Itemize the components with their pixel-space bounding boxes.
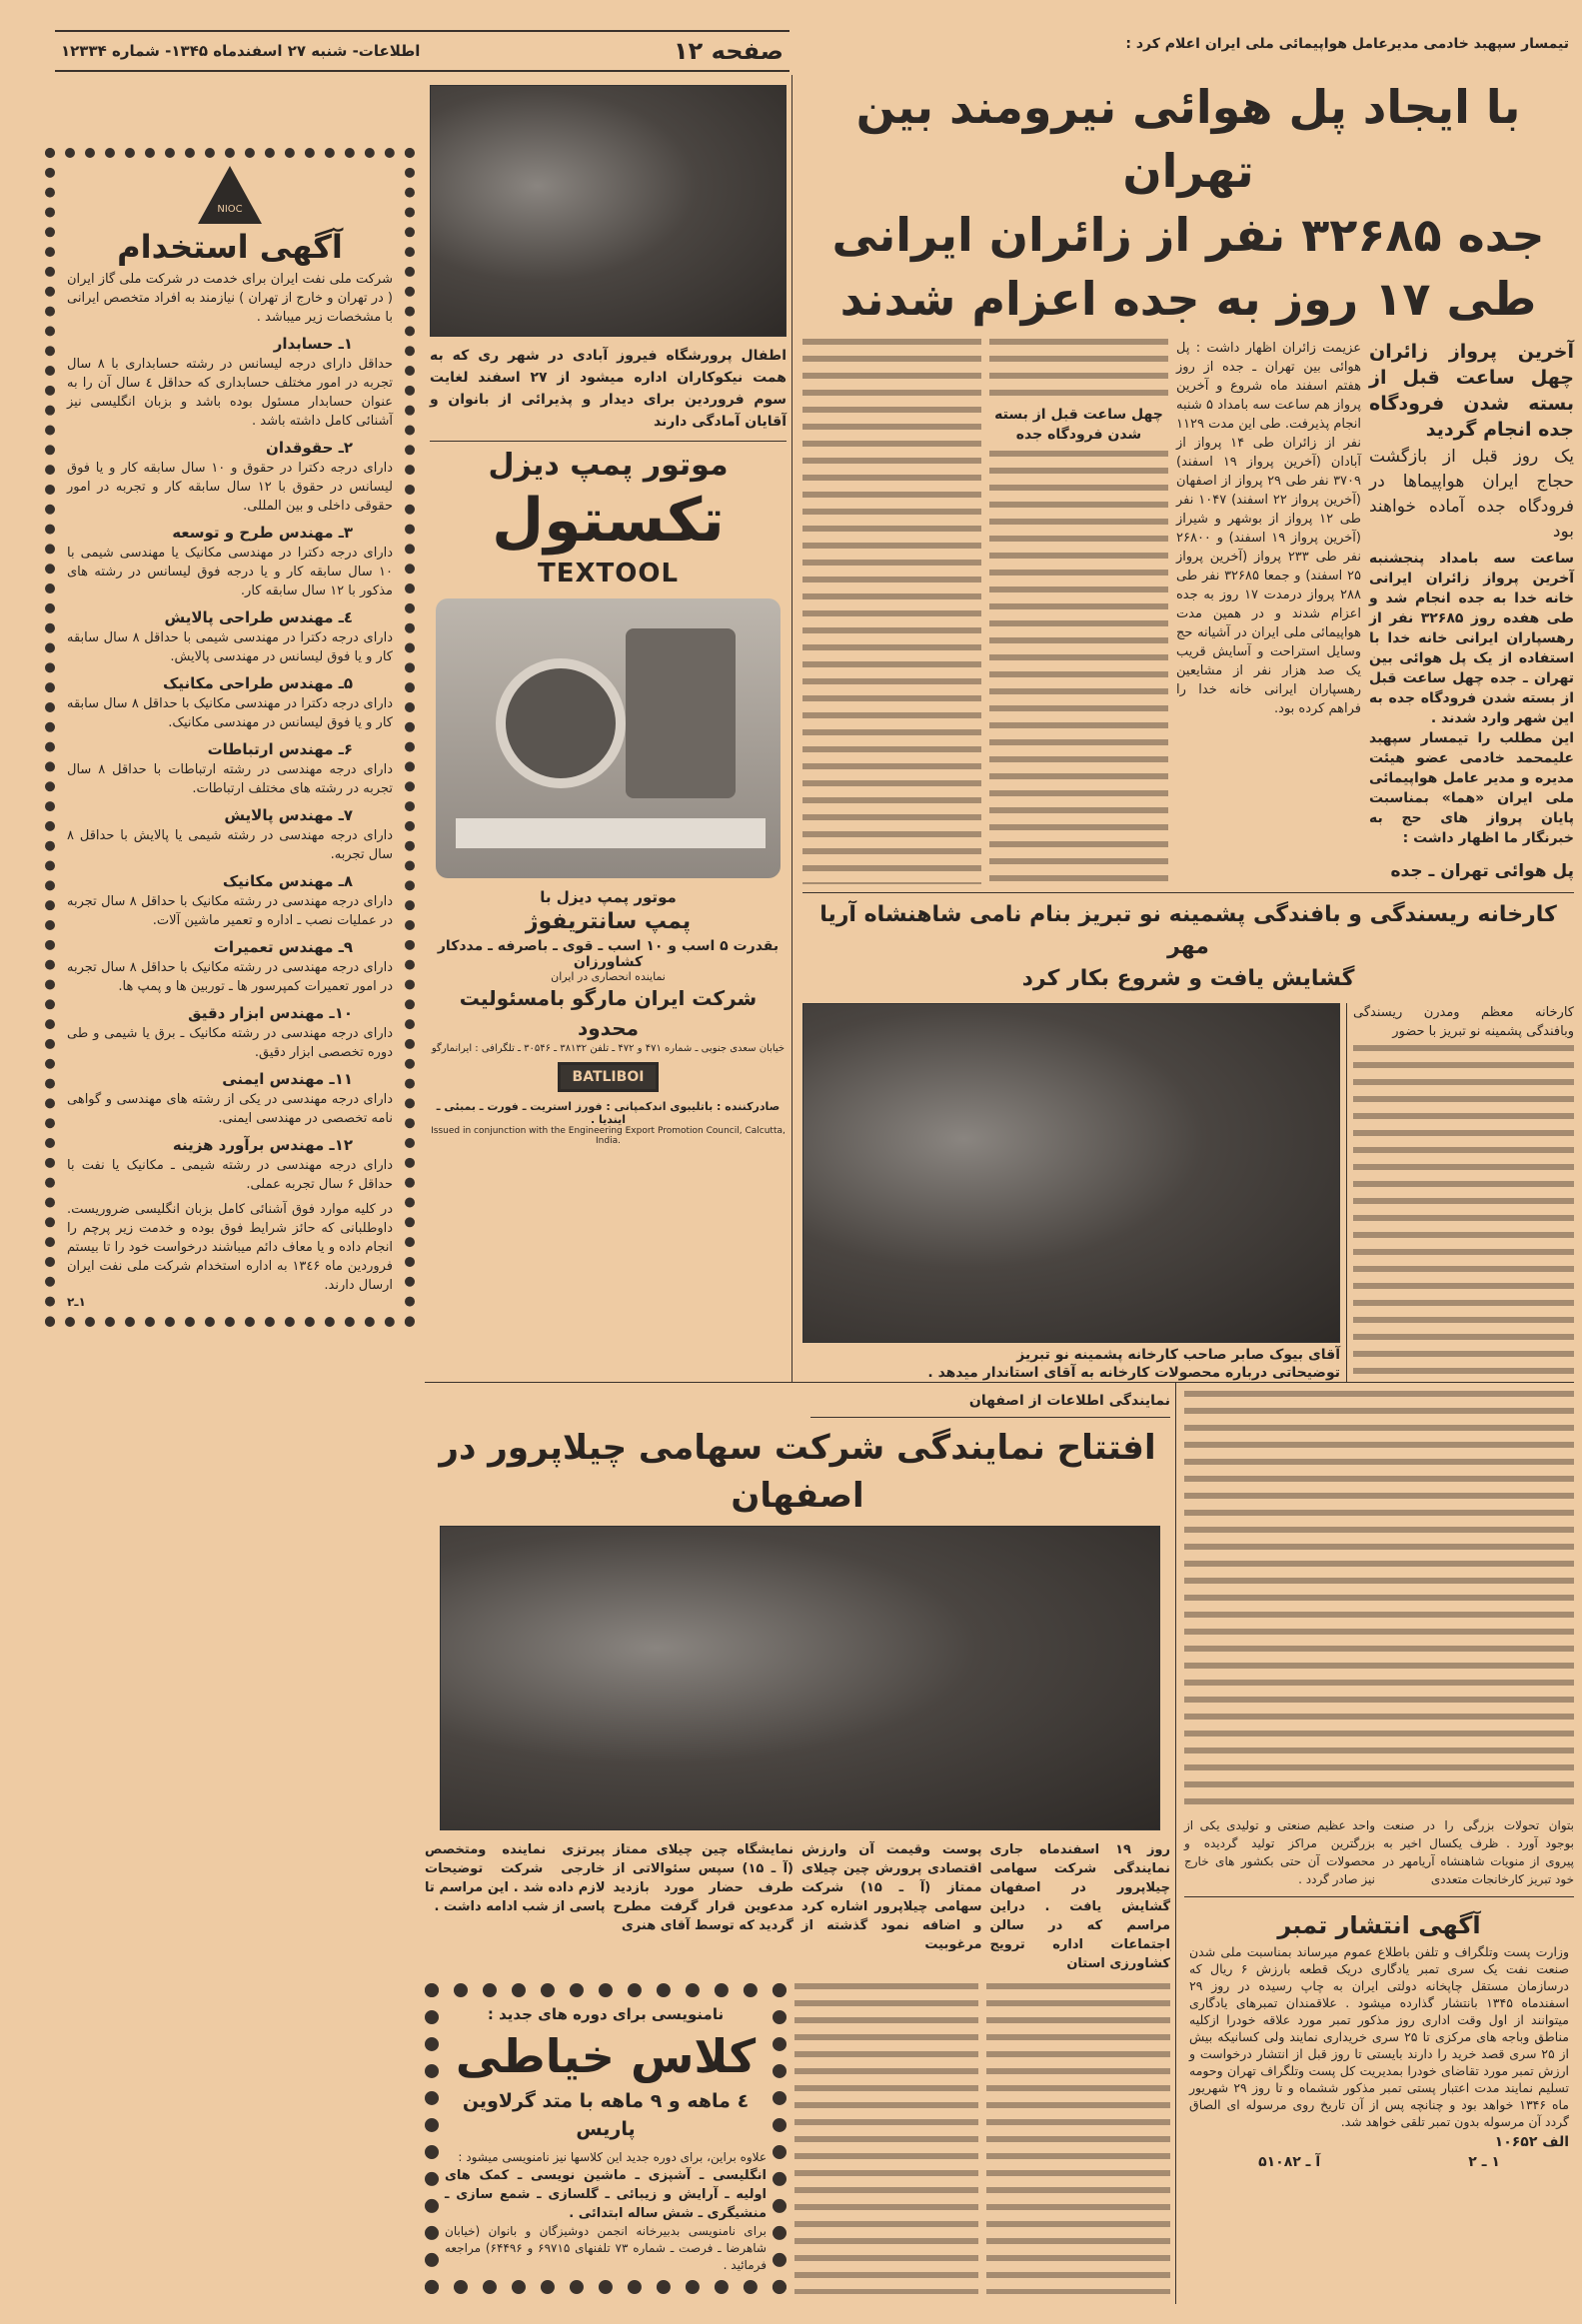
main-area [425, 75, 1574, 2304]
ad-body: علاوه براین، برای دوره جدید این کلاسها نیز نامنویسی میشود : [458, 2150, 767, 2164]
notice-code: الف ۱۰۶۵۲ [1494, 2134, 1569, 2150]
position-text: حداقل دارای درجه لیسانس در رشته حسابداری با ۸ سال تجربه در امور مختلف حسابداری که حداقل ٤ سال آن را به عنوان حسابدار مسئول بوده باشد و بزبان انگلیسی نیز آشنائی کامل داشته باشد . [67, 357, 393, 429]
position-title: ۳ـ مهندس طرح و توسعه [172, 524, 353, 542]
photo-caption: اطفال پرورشگاه فیروز آبادی در شهر ری که به همت نیکوکاران اداره میشود از ۲۷ اسفند لغایت سوم فروردین برای دیدار و پذیرائی از بانوان و آقایان آمادگی دارند [430, 345, 787, 442]
ad-address: خیابان سعدی جنوبی ـ شماره ۴۷۱ و ۴۷۲ ـ تلفن ۳۸۱۳۲ ـ ۳۰۵۴۶ ـ تلگرافی : ایرانمارگو [431, 1043, 786, 1054]
lead-deck: یک روز قبل از بازگشت حجاج ایران هواپیماها در فرودگاه جده آماده خواهند بود [1369, 447, 1574, 542]
isfahan-text: روز ۱۹ اسفندماه جاری نمایندگی شرکت سهامی چیلاپرور در اصفهان گشایش یافت . دراین مراسم که در سالن اجتماعات اداره ترویج کشاورزی استان [989, 1842, 1171, 1971]
position-title: ۱۱ـ مهندس ایمنی [222, 1070, 353, 1088]
factory-ending: واحد عظیم صنعتی و تولیدی یکی از بزرگترین مراکز تولید گردیده و محصولات آن حتی بکشور های خارج نیز صادر گردد . [1184, 1818, 1375, 1886]
position-text: دارای درجه مهندسی در رشته مکانیک با حداقل ۸ سال تجربه در عملیات نصب ـ اداره و تعمیر ماشین آلات. [67, 894, 393, 928]
job-ad [45, 148, 415, 1327]
isfahan-text-continued [986, 1983, 1170, 2294]
position-text: دارای درجه مهندسی در یکی از رشته های مهندسی و گواهی نامه تخصصی در مهندسی ایمنی. [67, 1092, 393, 1126]
position-title: ۷ـ مهندس پالایش [224, 806, 353, 824]
position-title: ۸ـ مهندس مکانیک [222, 872, 353, 890]
isfahan-text: پوست وقیمت آن وارزش اقتصادی پرورش چین چیلای ممتاز (آ ـ ۱۵) شرکت سهامی چیلاپرور اشاره کرد و اضافه نمود گذشته از مرغوبیت [801, 1842, 982, 1952]
position-item [67, 522, 393, 600]
positions-list [67, 333, 393, 1194]
ad-exporter: صادرکننده : باتلیبوی اندکمپانی : فورز استریت ـ فورت ـ بمبئی ـ ایندیا . [436, 1100, 781, 1126]
position-item [67, 437, 393, 516]
ad-title: کلاس خیاطی [455, 2029, 757, 2083]
position-title: ۱ـ حسابدار [273, 335, 353, 353]
lead-columns [802, 339, 1574, 893]
isfahan-section [425, 1383, 1176, 2304]
position-title: ۲ـ حقوقدان [266, 439, 353, 457]
position-text: دارای درجه مهندسی در رشته ارتباطات با حداقل ۸ سال تجربه در رشته های مختلف ارتباطات. [67, 762, 393, 796]
section-heading: پل هوائی تهران ـ جده [1390, 861, 1574, 881]
factory-endings [1184, 1816, 1574, 1897]
lead-column-3 [989, 339, 1168, 884]
masthead-box [55, 30, 790, 72]
factory-photo-block [802, 1003, 1347, 1382]
headline-line: طی ۱۷ روز به جده اعزام شدند [839, 272, 1537, 326]
position-text: دارای درجه مهندسی در رشته مکانیک با حداقل ۸ سال تجربه در امور تعمیرات کمپرسور ها ـ توربین ها و پمپ ها. [67, 960, 393, 994]
position-item [67, 1068, 393, 1128]
position-text: دارای درجه مهندسی در رشته شیمی ـ مکانیک یا نفت با حداقل ۶ سال تجربه عملی. [67, 1158, 393, 1192]
ad-line: پمپ سانتریفوژ [525, 909, 692, 934]
position-text: دارای درجه مهندسی در رشته مکانیک ـ برق یا شیمی و طی دوره تخصصی ابزار دقیق. [67, 1026, 393, 1060]
logo-text: NIOC [217, 204, 243, 215]
masthead [0, 0, 1582, 75]
position-text: دارای درجه دکترا در مهندسی مکانیک با حداقل ۸ سال سابقه کار و یا فوق لیسانس در مهندسی مکانیک. [67, 696, 393, 730]
tailoring-ad [425, 1983, 787, 2294]
position-title: ۵ـ مهندس طراحی مکانیک [163, 674, 353, 692]
position-title: ۶ـ مهندس ارتباطات [207, 740, 353, 758]
ad-title: آگهی استخدام [117, 228, 343, 266]
position-text: دارای درجه دکترا در حقوق و ۱۰ سال سابقه کار و یا فوق لیسانس در حقوق با ۱۲ سال سابقه کار و تجربه در امور حقوقی داخلی و بین المللی. [67, 461, 393, 514]
caption-line: آقای بیوک صابر صاحب کارخانه پشمینه نو تبریز [1016, 1347, 1340, 1363]
ref-code: ۱ ـ ۲ [1468, 2154, 1500, 2170]
factory-headline [802, 899, 1574, 995]
headline-line: گشایش یافت و شروع بکار کرد [1021, 966, 1355, 991]
ref-codes [1184, 2154, 1574, 2170]
section-heading: چهل ساعت قبل از بسته شدن فرودگاه جده [994, 407, 1163, 443]
headline-line: کارخانه ریسندگی و بافندگی پشمینه نو تبریز بنام نامی شاهنشاه آریا مهر [819, 902, 1557, 959]
lead-kicker: تیمسار سپهبد خادمی مدیرعامل هواپیمائی ملی ایران اعلام کرد : [1125, 36, 1569, 52]
ad-line: نماینده انحصاری در ایران [551, 970, 666, 983]
right-lower-column [1176, 1383, 1574, 2304]
position-item [67, 804, 393, 864]
lead-paragraph: این مطلب را تیمسار سپهبد علیمحمد خادمی عضو هیئت مدیره و مدیر عامل هواپیمائی ملی ایران «هما» بمناسبت پایان پرواز های حج به خبرنگار ما اظهار داشت : [1369, 730, 1574, 846]
batliboi-logo: BATLIBOI [558, 1062, 660, 1092]
lead-column-text [802, 339, 981, 884]
upper-section [425, 75, 1574, 1382]
lead-column-text [989, 339, 1168, 399]
ad-brand-fa: تکستول [492, 486, 725, 556]
headline-line: با ایجاد پل هوائی نیرومند بین تهران [855, 80, 1521, 198]
ad-issued: Issued in conjunction with the Engineering Export Promotion Council, Calcutta, India. [431, 1126, 786, 1146]
position-item [67, 870, 393, 930]
ad-company: شرکت ایران مارگو بامسئولیت محدود [459, 986, 758, 1040]
page-number: صفحه ۱۲ [674, 37, 784, 65]
factory-body [802, 1003, 1574, 1382]
lower-section [425, 1382, 1574, 2304]
ad-brand-en: TEXTOOL [537, 559, 680, 588]
position-item [67, 738, 393, 798]
position-title: ۱۲ـ مهندس برآورد هزینه [172, 1136, 353, 1154]
headline-line: جده ۳۲۶۸۵ نفر از زائران ایرانی [831, 208, 1545, 262]
factory-text [1353, 1045, 1574, 1382]
ad-kicker: موتور پمپ دیزل [488, 448, 729, 483]
ref-code: آ ـ ۵۱۰۸۲ [1258, 2154, 1321, 2170]
photo-caption [802, 1346, 1340, 1382]
pump-illustration [436, 598, 781, 878]
right-area [792, 75, 1574, 1382]
ad-courses: انگلیسی ـ آشپزی ـ ماشین نویسی ـ کمک های اولیه ـ آرایش و زیبائی ـ گلسازی ـ شمع سازی ـ منشیگری ـ شش ساله ابتدائی . [445, 2168, 767, 2221]
lead-subhead: آخرین پرواز زائران چهل ساعت قبل از بسته شدن فرودگاه جده انجام گردید [1369, 341, 1574, 441]
issue-info: اطلاعات- شنبه ۲۷ اسفندماه ۱۳۴۵- شماره ۱۲۳۳۴ [61, 42, 421, 60]
nioc-logo [198, 166, 262, 224]
ad-intro: شرکت ملی نفت ایران برای خدمت در شرکت ملی گاز ایران ( در تهران و خارج از تهران ) نیازمند به افراد متخصص ایرانی با مشخصات زیر میباشد . [67, 272, 393, 325]
bureau-label: نمایندگی اطلاعات از اصفهان [810, 1391, 1170, 1418]
position-item [67, 936, 393, 996]
isfahan-photo [440, 1526, 1160, 1830]
lead-paragraph: عزیمت زائران اظهار داشت : پل هوائی بین تهران ـ جده از روز هفتم اسفند ماه شروع و آخرین پرواز هم ساعت سه بامداد ۵ شنبه انجام پذیرفت. طی این مدت ۱۱۲۹ نفر از زائران طی ۱۴ پرواز از آبادان (آخرین پرواز ۱۹ اسفند) ۳۷۰۹ نفر طی ۲۹ پرواز از اصفهان (آخرین پرواز ۲۲ اسفند) ۱۰۴۷ نفر طی ۱۲ پرواز از بوشهر و شیراز (آخرین پرواز ۱۹ اسفند) و ۲۶۸۰۰ نفر طی ۲۳۳ پرواز (آخرین پرواز ۲۵ اسفند) و جمعا ۳۲۶۸۵ نفر طی ۲۸۸ پرواز درمدت ۱۷ روز به جده اعزام شدند و در همین مدت هواپیمائی ملی ایران در آشیانه حج وسایل استراحت و آسایش قریب یک صد هزار نفر از مشایعین رهسپاران ایرانی خانه خدا را فراهم کرده بود. [1176, 341, 1362, 716]
ad-line: بقدرت ۵ اسب و ۱۰ اسب ـ قوی ـ باصرفه ـ مددکار کشاورزان [437, 938, 780, 970]
position-item [67, 672, 393, 732]
orphanage-photo [430, 85, 787, 337]
isfahan-text: نمایشگاه چین چیلای ممتاز (آ ـ ۱۵) سپس سئوالاتی از طرف حضار مورد بازدید مدعوین قرار گرفت مطرح گردید که توسط آقای هنری [613, 1842, 793, 1933]
textool-ad [430, 442, 787, 1156]
lead-column-text [989, 451, 1168, 884]
triangle-logo-icon [198, 166, 262, 224]
isfahan-columns [425, 1840, 1170, 1973]
ad-subtitle: ٤ ماهه و ۹ ماهه با متد گرلاوین پاریس [462, 2090, 750, 2140]
isfahan-text: پیرتزی نماینده ومتخصص خارجی شرکت توضیحات لازم داده شد . این مراسم تا پاسی از شب ادامه داشت . [425, 1842, 606, 1914]
position-item [67, 606, 393, 666]
isfahan-lower [425, 1983, 1170, 2294]
factory-column [1347, 1003, 1574, 1382]
stamp-notice-body: وزارت پست وتلگراف و تلفن باطلاع عموم میرساند بمناسبت ملی شدن صنعت نفت یک سری تمبر یادگاری دریک قطعه بارزش ۶ ریال که درسازمان مستقل چاپخانه دولتی ایران به چاپ رسیده در روز ۲۹ اسفندماه ۱۳۴۵ بانتشار گذارده میشود . علاقمندان تمبرهای یادگاری میتوانند از اول وقت اداری روز مذکور تمبر مورد علاقه خودرا ازکلیه مناطق وباجه های مرکزی تا ۲۵ سری خریداری نمایند ولی کسانیکه بیش از ۲۵ سری قصد خرید را دارند بایستی تا روز قبل از انتشار درخواست و ارزش تمبر مورد تقاضای خودرا بمدیریت کل پست وتلگراف تهران وحومه تسلیم نمایند مدت اعتبار پستی تمبر مذکور ششماه و تا روز ۲۹ شهریور ماه ۱۳۴۶ خواهد بود و چنانچه پس از آن تاریخ روی مرسوله ای الصاق گردد آن مرسوله بدون تمبر تلقی خواهد شد. [1189, 1944, 1570, 2129]
factory-intro: کارخانه معظم ومدرن ریسندگی وبافندگی پشمینه نو تبریز با حضور [1353, 1005, 1574, 1039]
ad-line: موتور پمپ دیزل با [540, 888, 677, 906]
position-item [67, 1002, 393, 1062]
left-column [45, 148, 415, 1327]
ad-kicker: نامنویسی برای دوره های جدید : [487, 2005, 725, 2023]
middle-column [425, 75, 792, 1382]
position-item [67, 333, 393, 431]
factory-text-continued [1184, 1391, 1574, 1810]
stamp-notice-title: آگهی انتشار تمبر [1277, 1911, 1481, 1939]
caption-line: توضیحاتی درباره محصولات کارخانه به آقای استاندار میدهد . [927, 1365, 1340, 1381]
lead-headline [802, 75, 1574, 331]
factory-photo [802, 1003, 1340, 1343]
position-text: دارای درجه دکترا در مهندسی شیمی با حداقل ۸ سال سابقه کار و یا فوق لیسانس در مهندسی پالایش. [67, 630, 393, 664]
lead-paragraph: ساعت سه بامداد پنجشنبه آخرین پرواز زائران ایرانی خانه خدا به جده انجام شد و طی هفده روز ۳۲۶۸۵ نفر از رهسپاران ایرانی خانه خدا با استفاده از یک پل هوائی بین تهران ـ جده چهل ساعت قبل از بسته شدن فرودگاه جده به این شهر وارد شدند . [1369, 551, 1574, 726]
ad-closing: در کلیه موارد فوق آشنائی کامل بزبان انگلیسی ضروریست. داوطلبانی که حائز شرایط فوق بوده و خدمت زیر پرچم را انجام داده و یا معاف دائم میباشند درخواست خود را تا بیستم فروردین ماه ۱۳٤۶ به اداره استخدام شرکت ملی نفت ایران ارسال دارند. [67, 1202, 394, 1293]
position-title: ۱۰ـ مهندس ابزار دقیق [188, 1004, 353, 1022]
position-text: دارای درجه دکترا در مهندسی مکانیک یا مهندسی شیمی با ۱۰ سال سابقه کار و یا درجه فوق لیسانس در رشته های مذکور با ۱۲ سال سابقه کار. [67, 546, 393, 598]
position-title: ۹ـ مهندس تعمیرات [213, 938, 353, 956]
isfahan-text-continued [794, 1983, 978, 2294]
position-text: دارای درجه مهندسی در رشته شیمی یا پالایش با حداقل ۸ سال تجربه. [67, 828, 393, 862]
page-layout [0, 75, 1582, 2324]
ad-contact: برای نامنویسی بدبیرخانه انجمن دوشیزگان و بانوان (خیابان شاهرضا ـ فرصت ـ شماره ۷۳ تلفنهای ۶۹۷۱۵ و ۶۴۴۹۶) مراجعه فرمائید . [445, 2224, 767, 2272]
position-title: ٤ـ مهندس طراحی پالایش [164, 608, 353, 626]
ad-code: ۱ـ۲ [67, 1295, 86, 1309]
position-item [67, 1134, 393, 1194]
isfahan-headline: افتتاح نمایندگی شرکت سهامی چیلاپرور در اصفهان [439, 1428, 1156, 1516]
factory-ending: بتوان تحولات بزرگی را در صنعت بوجود آورد . ظرف یکسال اخیر به پیروی از منویات شاهنشاه آریامهر در خود تبریز کارخانجات متعددی [1383, 1818, 1574, 1886]
lead-column-1 [1369, 339, 1574, 884]
